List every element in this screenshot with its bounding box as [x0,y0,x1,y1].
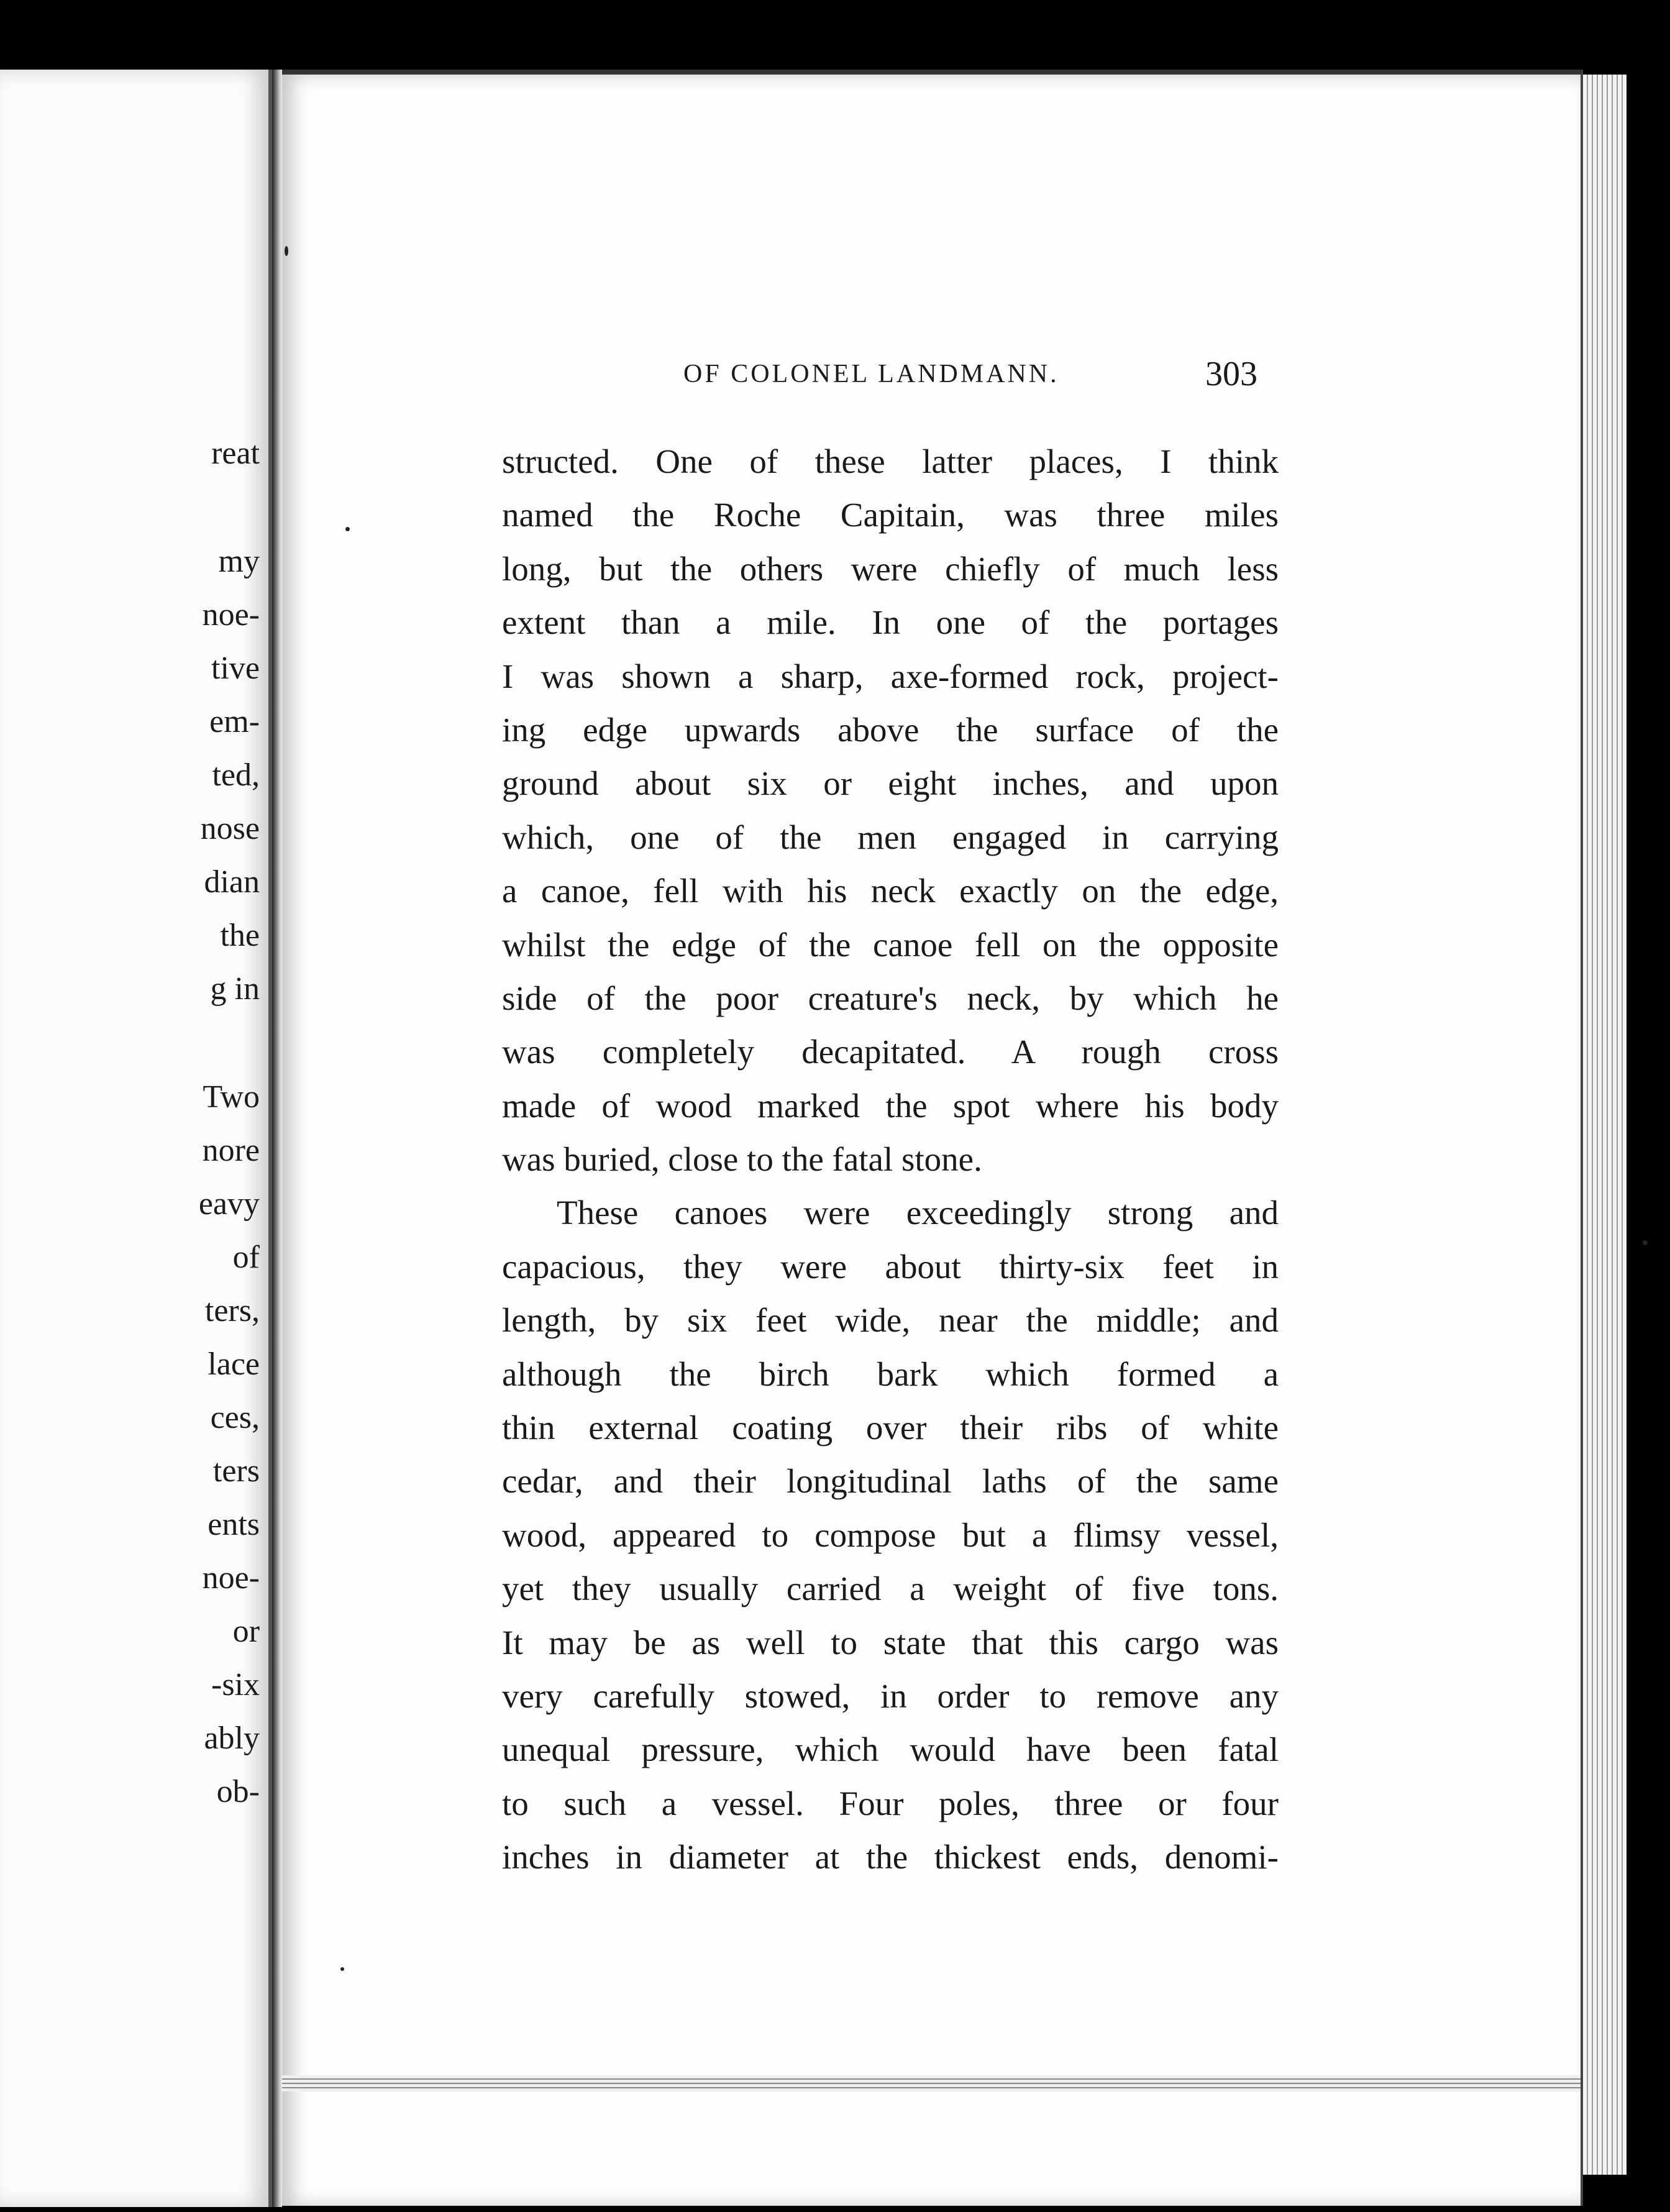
text-line: I was shown a sharp, axe-formed rock, project- [502,657,1279,695]
text-line: to such a vessel. Four poles, three or four [502,1784,1279,1822]
text-line: ing edge upwards above the surface of the [502,710,1279,749]
text-line: unequal pressure, which would have been fatal [502,1730,1279,1769]
left-line-fragment: ces, [210,1400,260,1435]
scan-speck [340,1967,344,1971]
paragraph-2 [502,1186,1279,1884]
body-text [502,435,1279,1885]
text-line: although the birch bark which formed a [502,1355,1279,1393]
left-line-fragment: lace [208,1346,260,1382]
page-bottom-edge [282,2075,1581,2091]
text-line: yet they usually carried a weight of five tons. [502,1570,1279,1608]
text-line: wood, appeared to compose but a flimsy vessel, [502,1515,1279,1554]
left-line-fragment: dian [204,864,260,900]
text-line: capacious, they were about thirty-six feet in [502,1247,1279,1286]
text-line: side of the poor creature's neck, by which he [502,979,1279,1017]
left-line-fragment: noe- [202,1560,260,1596]
text-line: extent than a mile. In one of the portages [502,603,1279,642]
left-line-fragment: of [232,1240,260,1275]
left-line-fragment: or [232,1614,260,1649]
left-line-fragment: Two [203,1079,260,1115]
running-head: OF COLONEL LANDMANN. [683,360,1059,388]
left-line-fragment: em- [209,704,260,739]
left-line-fragment: the [220,918,260,953]
text-line: made of wood marked the spot where his body [502,1086,1279,1125]
text-line: These canoes were exceedingly strong and [557,1194,1279,1232]
scan-speck [345,527,350,531]
paragraph-1 [502,435,1279,1186]
text-line: inches in diameter at the thickest ends, denomi- [502,1838,1279,1876]
left-line-fragment: g in [210,971,260,1007]
text-line: whilst the edge of the canoe fell on the opposite [502,925,1279,964]
text-line: named the Roche Capitain, was three miles [502,496,1279,534]
left-line-fragment: -six [211,1667,260,1702]
left-line-fragment: my [218,544,260,579]
text-line: It may be as well to state that this cargo was [502,1623,1279,1661]
scan-speck [285,246,288,256]
text-line: ground about six or eight inches, and upon [502,764,1279,803]
left-line-fragment: ob- [216,1774,260,1809]
text-line: which, one of the men engaged in carrying [502,818,1279,856]
text-line: a canoe, fell with his neck exactly on the edge, [502,872,1279,910]
scan-speck [1643,1240,1648,1245]
left-line-fragment: noe- [202,597,260,633]
text-line: very carefully stowed, in order to remove any [502,1676,1279,1715]
left-line-fragment: ters [212,1453,260,1489]
left-line-fragment: tive [211,651,260,686]
left-line-fragment: ents [208,1507,260,1542]
left-line-fragment: ters, [204,1293,260,1328]
page-number: 303 [1205,355,1257,393]
text-line: length, by six feet wide, near the middle; and [502,1301,1279,1340]
text-line: cedar, and their longitudinal laths of the same [502,1462,1279,1501]
text-line: thin external coating over their ribs of white [502,1409,1279,1447]
left-line-fragment: reat [211,436,260,471]
previous-page-fragment [0,70,272,2207]
page-stack-edge [1583,75,1627,2175]
left-line-fragment: nose [200,811,260,846]
left-line-fragment: ted, [212,757,260,793]
text-line: was completely decapitated. A rough cross [502,1033,1279,1071]
text-line: was buried, close to the fatal stone. [502,1140,982,1179]
text-line: structed. One of these latter places, I think [502,442,1279,480]
left-line-fragment: ably [204,1721,260,1756]
left-line-fragment: eavy [198,1186,260,1222]
text-line: long, but the others were chiefly of much less [502,549,1279,588]
left-line-fragment: nore [202,1133,260,1168]
book-gutter [272,70,282,2207]
